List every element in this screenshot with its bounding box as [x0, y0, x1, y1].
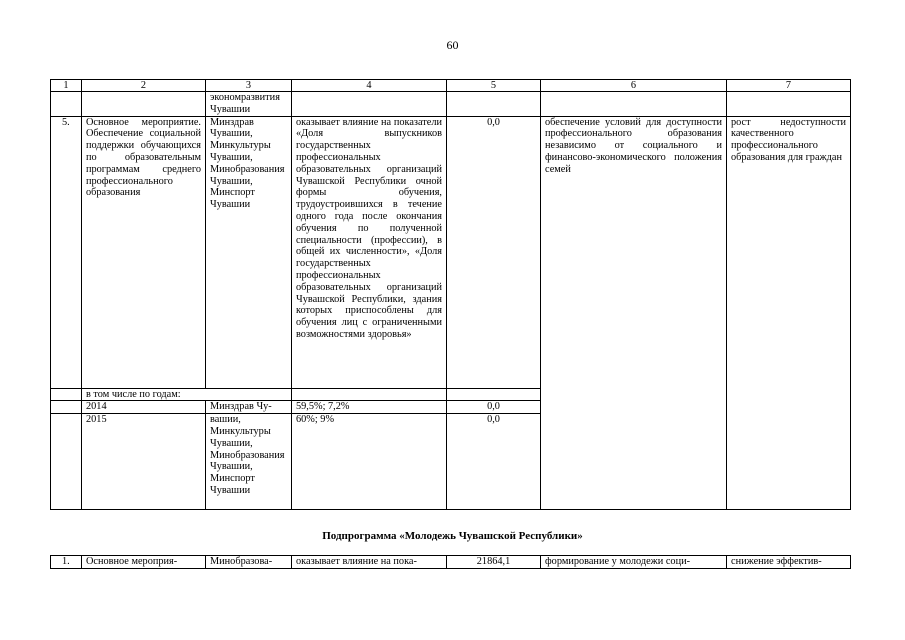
subprogram-title: Подпрограмма «Молодежь Чувашской Республики»	[322, 530, 583, 542]
measure-amount: 21864,1	[447, 556, 541, 569]
column-number: 2	[82, 80, 206, 92]
year-values: 60%; 9%	[292, 414, 447, 510]
measure-name: Основное мероприятие. Обеспечение социальной поддержки обучающихся по образовательным программам среднего профессионального образования	[82, 116, 206, 388]
continuation-row	[51, 92, 851, 117]
column-number-row	[51, 80, 851, 92]
year-label: 2014	[82, 401, 206, 414]
year-executors: Минздрав Чу-	[206, 401, 292, 414]
column-number: 3	[206, 80, 292, 92]
column-number: 6	[541, 80, 727, 92]
column-number: 4	[292, 80, 447, 92]
measure-amount: 0,0	[447, 116, 541, 388]
measure-expected-result: обеспечение условий для доступности профессионального образования независимо от социального и финансово-экономического положения семей	[541, 116, 727, 510]
year-amount: 0,0	[447, 401, 541, 414]
measure-row-5	[51, 116, 851, 388]
measure-executors: Минздрав Чувашии, Минкультуры Чувашии, Минобразования Чувашии, Минспорт Чувашии	[206, 116, 292, 388]
continued-executor: экономразвития Чувашии	[206, 92, 292, 117]
column-number: 5	[447, 80, 541, 92]
by-years-label: в том числе по годам:	[82, 388, 292, 401]
column-number: 1	[51, 80, 82, 92]
measure-expected-result: формирование у молодежи соци-	[541, 556, 727, 569]
measure-influence: оказывает влияние на показатели «Доля выпускников государственных профессиональных образовательных организаций Чувашской Республики очной формы обучения, трудоустроившихся в течение одного года после окончания обучения по полученной специальности (профессии), в общей их численности», «Доля государственных профессиональных образовательных организаций Чувашской Республики, здания которых приспособлены для обучения лиц с ограниченными возможностями здоровья»	[292, 116, 447, 388]
row-number: 5.	[51, 116, 82, 388]
measure-influence: оказывает влияние на пока-	[292, 556, 447, 569]
subprogram-table	[50, 555, 851, 569]
measure-row-1	[51, 556, 851, 569]
measure-risk: снижение эффектив-	[727, 556, 851, 569]
column-number: 7	[727, 80, 851, 92]
measure-name: Основное мероприя-	[82, 556, 206, 569]
row-number: 1.	[51, 556, 82, 569]
year-amount: 0,0	[447, 414, 541, 510]
year-values: 59,5%; 7,2%	[292, 401, 447, 414]
year-label: 2015	[82, 414, 206, 510]
year-executors: вашии, Минкультуры Чувашии, Минобразования Чувашии, Минспорт Чувашии	[206, 414, 292, 510]
measures-table	[50, 79, 851, 510]
page-number: 60	[446, 38, 459, 52]
measure-risk: рост недоступности качественного профессионального образования для граждан	[727, 116, 851, 510]
measure-executors: Минобразова-	[206, 556, 292, 569]
